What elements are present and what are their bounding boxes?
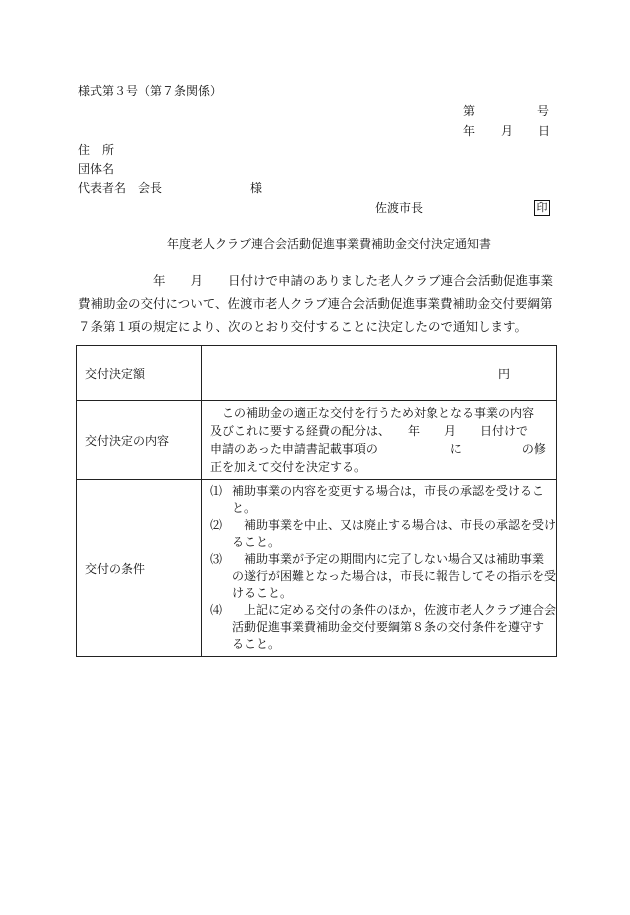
condition-line: と。 <box>232 501 257 515</box>
condition-item <box>210 602 557 653</box>
content-line: この補助金の適正な交付を行うため対象となる事業の内容 <box>210 406 535 420</box>
content-line: 申請のあった申請書記載事項の に の修 <box>210 442 546 456</box>
seal-mark <box>534 199 550 216</box>
body-line: 年 月 日付けで申請のありました老人クラブ連合会活動促進事業 <box>78 273 554 288</box>
group-name-label: 団体名 <box>78 162 115 176</box>
condition-item <box>210 551 557 602</box>
condition-line: 活動促進事業費補助金交付要綱第８条の交付条件を遵守す <box>232 620 545 634</box>
row-label-conditions: 交付の条件 <box>77 480 202 657</box>
condition-item <box>210 483 548 517</box>
decision-content <box>202 401 557 480</box>
content-line: 及びこれに要する経費の配分は、 年 月 日付けで <box>210 424 529 438</box>
condition-line: けること。 <box>232 586 293 600</box>
condition-line: の遂行が困難となった場合は，市長に報告してその指示を受 <box>232 569 557 583</box>
condition-line: ること。 <box>232 637 281 651</box>
date-year: 年 <box>463 124 476 138</box>
condition-item <box>210 517 557 551</box>
body-paragraph <box>78 269 558 338</box>
condition-line: 補助事業を中止、又は廃止する場合は、市長の承認を受け <box>232 518 557 532</box>
condition-line: 補助事業が予定の期間内に完了しない場合又は補助事業 <box>232 552 545 566</box>
document-title: 年度老人クラブ連合会活動促進事業費補助金交付決定通知書 <box>167 237 492 251</box>
table-row <box>77 346 557 401</box>
address-label: 住 所 <box>78 143 115 157</box>
honorific: 様 <box>250 181 263 195</box>
date-day: 日 <box>538 124 551 138</box>
content-line: 正を加えて交付を決定する。 <box>210 460 367 474</box>
doc-number-prefix: 第 <box>463 104 476 118</box>
condition-line: 上記に定める交付の条件のほか，佐渡市老人クラブ連合会 <box>232 603 557 617</box>
condition-number: ⑶ <box>210 552 223 566</box>
amount-value: 円 <box>202 346 557 401</box>
row-label-content: 交付決定の内容 <box>77 401 202 480</box>
doc-number-suffix: 号 <box>537 104 550 118</box>
issuer-title: 佐渡市長 <box>375 201 424 215</box>
conditions-list <box>202 480 557 657</box>
table-row <box>77 401 557 480</box>
condition-number: ⑵ <box>210 518 223 532</box>
seal-stamp: 印 <box>534 200 550 216</box>
table-row <box>77 480 557 657</box>
condition-number: ⑴ <box>210 484 223 498</box>
condition-line: ること。 <box>232 535 281 549</box>
body-line: ７条第１項の規定により、次のとおり交付することに決定したので通知します。 <box>78 319 528 334</box>
row-label-amount: 交付決定額 <box>77 346 202 401</box>
form-number: 様式第３号（第７条関係） <box>78 84 223 98</box>
condition-number: ⑷ <box>210 603 223 617</box>
body-line: 費補助金の交付について、佐渡市老人クラブ連合会活動促進事業費補助金交付要綱第 <box>78 296 553 311</box>
condition-line: 補助事業の内容を変更する場合は，市長の承認を受けるこ <box>232 484 545 498</box>
decision-table <box>76 345 557 657</box>
representative-label: 代表者名 会長 <box>78 181 163 195</box>
date-month: 月 <box>501 124 514 138</box>
